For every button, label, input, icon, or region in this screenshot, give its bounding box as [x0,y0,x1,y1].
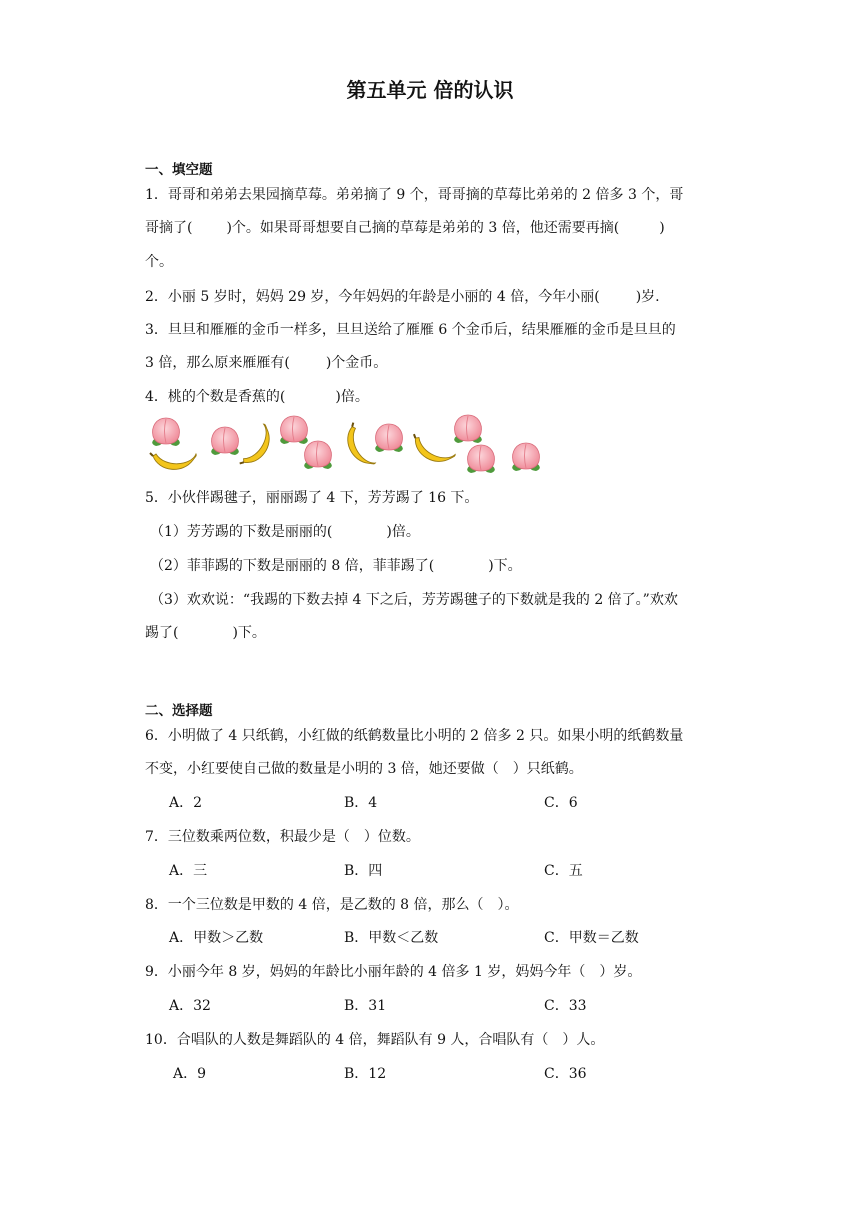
q6-option-b[interactable]: B．4 [344,795,378,811]
peach-icon [467,445,495,473]
section-fill-in-heading: 一、填空题 [145,162,213,178]
q9-option-b[interactable]: B．31 [344,998,387,1014]
q9-option-a[interactable]: A．32 [169,998,211,1014]
peach-icon [280,416,308,444]
q10-option-b[interactable]: B．12 [344,1066,387,1082]
page-title: 第五单元 倍的认识 [346,78,514,102]
question-3-line-1: 3．旦旦和雁雁的金币一样多，旦旦送给了雁雁 6 个金币后，结果雁雁的金币是旦旦的 [145,322,676,338]
q7-option-b[interactable]: B．四 [344,863,383,879]
question-6-line-1: 6．小明做了 4 只纸鹤，小红做的纸鹤数量比小明的 2 倍多 2 只。如果小明的纸鹤数量 [145,728,684,744]
question-7: 7．三位数乘两位数，积最少是（ ）位数。 [145,829,420,845]
q10-option-a[interactable]: A．9 [173,1066,207,1082]
q8-option-b[interactable]: B．甲数＜乙数 [344,930,439,946]
question-5-part-2: （2）菲菲踢的下数是丽丽的 8 倍，菲菲踢了( )下。 [150,558,522,574]
question-5-part-3-line-1: （3）欢欢说：“我踢的下数去掉 4 下之后，芳芳踢毽子的下数就是我的 2 倍了。”欢欢 [150,592,678,608]
question-5-part-1: （1）芳芳踢的下数是丽丽的( )倍。 [150,524,420,540]
peach-icon [375,424,403,452]
banana-icon [407,434,456,468]
question-5-part-3-line-2: 踢了( )下。 [145,625,266,641]
question-10: 10．合唱队的人数是舞蹈队的 4 倍，舞蹈队有 9 人，合唱队有（ ）人。 [145,1032,605,1048]
peaches-and-bananas-image [146,412,546,480]
question-3-line-2: 3 倍，那么原来雁雁有( )个金币。 [145,355,388,371]
question-6-line-2: 不变，小红要使自己做的数量是小明的 3 倍，她还要做（ ）只纸鹤。 [145,761,583,777]
q10-option-c[interactable]: C．36 [544,1066,587,1082]
peach-icon [304,441,332,469]
q6-option-a[interactable]: A．2 [169,795,203,811]
banana-icon [339,423,376,471]
q9-option-c[interactable]: C．33 [544,998,587,1014]
peach-icon [454,415,482,443]
question-9: 9．小丽今年 8 岁，妈妈的年龄比小丽年龄的 4 倍多 1 岁，妈妈今年（ ）岁。 [145,964,642,980]
banana-icon [240,423,277,471]
fruit-illustration [146,412,546,480]
q8-option-a[interactable]: A．甲数＞乙数 [169,930,264,946]
question-4: 4．桃的个数是香蕉的( )倍。 [145,389,369,405]
question-1-line-3: 个。 [145,254,173,270]
peach-icon [152,418,180,446]
q6-option-c[interactable]: C．6 [544,795,578,811]
question-8: 8．一个三位数是甲数的 4 倍，是乙数的 8 倍，那么（ ）。 [145,897,519,913]
q8-option-c[interactable]: C．甲数＝乙数 [544,930,639,946]
question-1-line-1: 1．哥哥和弟弟去果园摘草莓。弟弟摘了 9 个，哥哥摘的草莓比弟弟的 2 倍多 3 个，哥 [145,187,684,203]
question-5-stem: 5．小伙伴踢毽子，丽丽踢了 4 下，芳芳踢了 16 下。 [145,490,479,506]
question-1-line-2: 哥摘了( )个。如果哥哥想要自己摘的草莓是弟弟的 3 倍，他还需要再摘( ) [145,220,665,236]
section-choice-heading: 二、选择题 [145,703,213,719]
q7-option-c[interactable]: C．五 [544,863,583,879]
banana-icon [150,453,196,469]
peach-icon [211,427,239,455]
question-2: 2．小丽 5 岁时，妈妈 29 岁，今年妈妈的年龄是小丽的 4 倍，今年小丽( )岁. [145,289,660,305]
peach-icon [512,443,540,471]
q7-option-a[interactable]: A．三 [169,863,208,879]
